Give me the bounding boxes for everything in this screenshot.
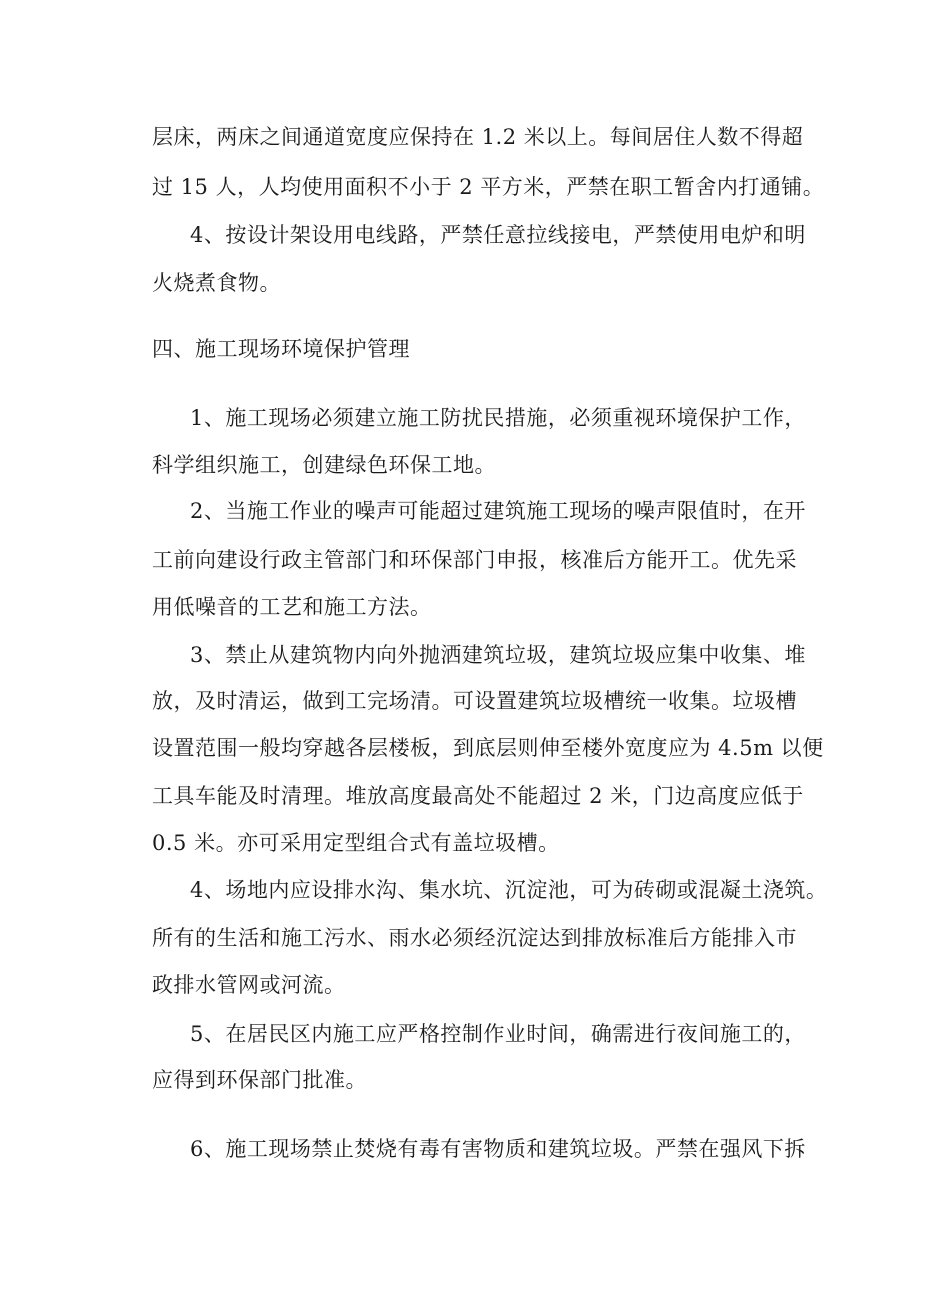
text-line: 1、施工现场必须建立施工防扰民措施，必须重视环境保护工作，: [190, 406, 806, 430]
section-heading: 四、施工现场环境保护管理: [152, 337, 410, 361]
text-line: 6、施工现场禁止焚烧有毒有害物质和建筑垃圾。严禁在强风下拆: [190, 1137, 806, 1161]
text-line: 4、场地内应设排水沟、集水坑、沉淀池，可为砖砌或混凝土浇筑。: [190, 878, 828, 902]
text-line: 放，及时清运，做到工完场清。可设置建筑垃圾槽统一收集。垃圾槽: [152, 689, 797, 713]
text-line: 4、按设计架设用电线路，严禁任意拉线接电，严禁使用电炉和明: [190, 223, 806, 247]
text-line: 所有的生活和施工污水、雨水必须经沉淀达到排放标准后方能排入市: [152, 926, 797, 950]
text-line: 过 15 人，人均使用面积不小于 2 平方米，严禁在职工暂舍内打通铺。: [152, 175, 825, 199]
text-line: 2、当施工作业的噪声可能超过建筑施工现场的噪声限值时，在开: [190, 499, 806, 523]
text-line: 科学组织施工，创建绿色环保工地。: [152, 453, 496, 477]
text-line: 火烧煮食物。: [152, 271, 281, 295]
text-line: 设置范围一般均穿越各层楼板，到底层则伸至楼外宽度应为 4.5m 以便: [152, 736, 824, 760]
text-line: 政排水管网或河流。: [152, 973, 346, 997]
text-line: 层床，两床之间通道宽度应保持在 1.2 米以上。每间居住人数不得超: [152, 125, 804, 149]
text-line: 5、在居民区内施工应严格控制作业时间，确需进行夜间施工的，: [190, 1022, 806, 1046]
text-line: 0.5 米。亦可采用定型组合式有盖垃圾槽。: [152, 831, 560, 855]
text-line: 工前向建设行政主管部门和环保部门申报，核准后方能开工。优先采: [152, 548, 797, 572]
text-line: 3、禁止从建筑物内向外抛洒建筑垃圾，建筑垃圾应集中收集、堆: [190, 643, 806, 667]
text-line: 用低噪音的工艺和施工方法。: [152, 595, 432, 619]
text-line: 工具车能及时清理。堆放高度最高处不能超过 2 米，门边高度应低于: [152, 784, 804, 808]
text-line: 应得到环保部门批准。: [152, 1068, 367, 1092]
